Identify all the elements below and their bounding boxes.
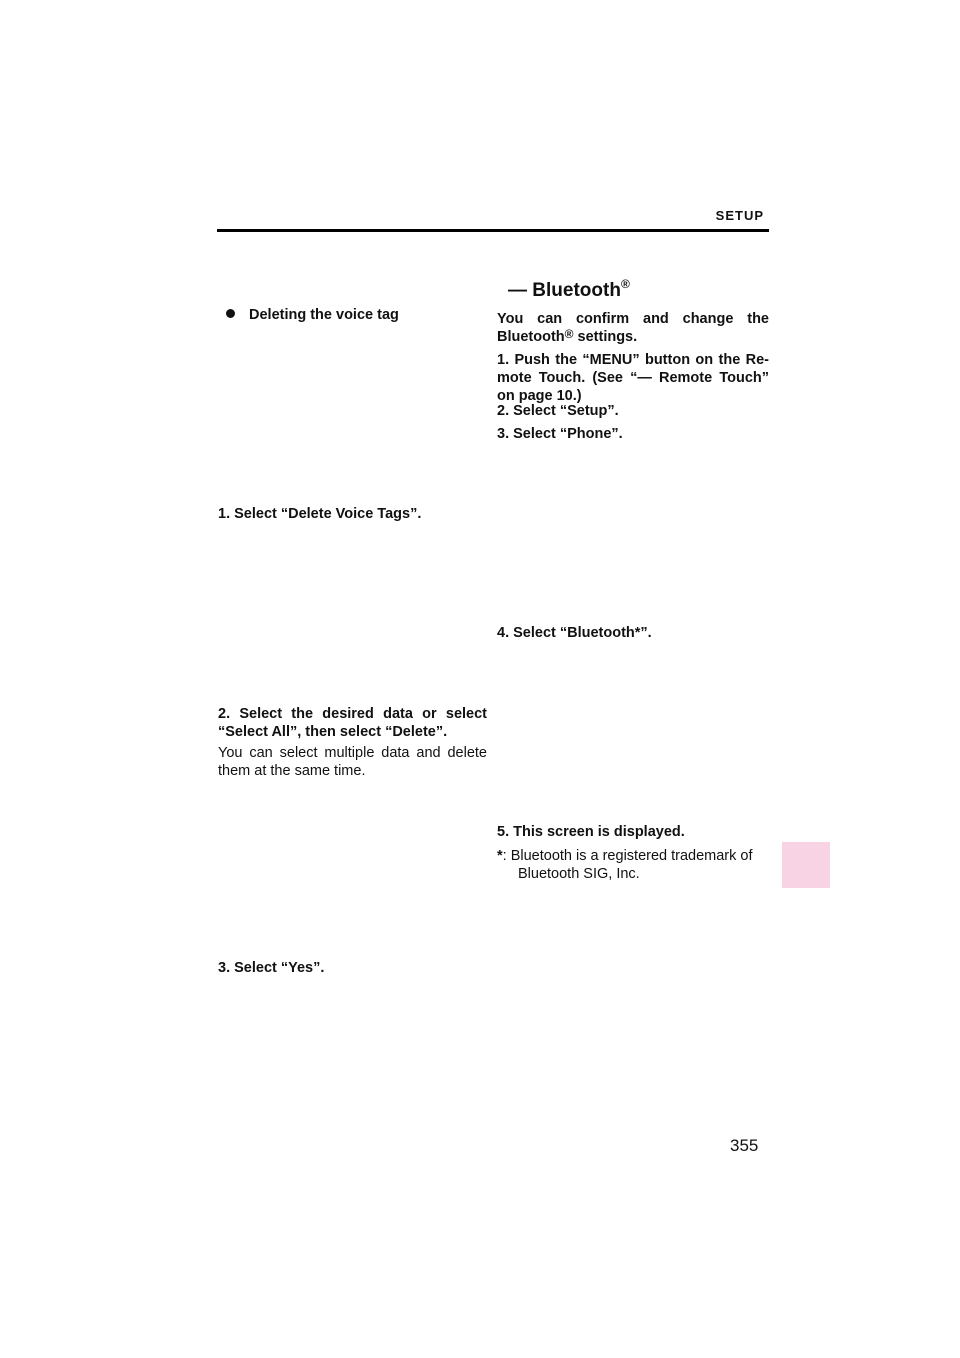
- right-intro: [497, 310, 769, 346]
- footnote-mark: *: [497, 848, 503, 864]
- right-intro-part2: settings.: [573, 329, 638, 345]
- footnote: [497, 847, 769, 883]
- footnote-line-1: [497, 847, 769, 865]
- bullet-heading: Deleting the voice tag: [249, 307, 399, 323]
- right-step-2: 2. Select “Setup”.: [497, 403, 619, 419]
- section-title: [508, 277, 630, 302]
- right-intro-mark: ®: [564, 327, 574, 341]
- footnote-text-2: Bluetooth SIG, Inc.: [518, 866, 640, 882]
- right-step-4: 4. Select “Bluetooth*”.: [497, 625, 652, 641]
- left-step-1: 1. Select “Delete Voice Tags”.: [218, 506, 422, 522]
- right-step-5: 5. This screen is displayed.: [497, 824, 685, 840]
- right-step-1: 1. Push the “MENU” button on the Re- mote Touch. (See “— Remote Touch” on page 10.): [497, 352, 769, 404]
- left-step-2: 2. Select the desired data or select “Select All”, then select “Delete”.: [218, 706, 487, 740]
- footnote-text: : Bluetooth is a registered trademark of: [502, 848, 753, 864]
- bullet-icon: [226, 309, 235, 318]
- page-number: 355: [730, 1136, 759, 1155]
- registered-mark: ®: [620, 277, 630, 291]
- bullet-heading-row: [226, 306, 399, 324]
- section-title-text: — Bluetooth: [508, 280, 621, 301]
- left-step-2-note: You can select multiple data and delete them at the same time.: [218, 745, 487, 779]
- header-section-label: SETUP: [715, 208, 764, 223]
- chapter-side-tab: [782, 842, 830, 888]
- left-step-3: 3. Select “Yes”.: [218, 960, 325, 976]
- header-rule: [217, 229, 769, 232]
- right-step-3: 3. Select “Phone”.: [497, 426, 623, 442]
- right-intro-part1: You can confirm and change the Bluetooth: [497, 311, 769, 345]
